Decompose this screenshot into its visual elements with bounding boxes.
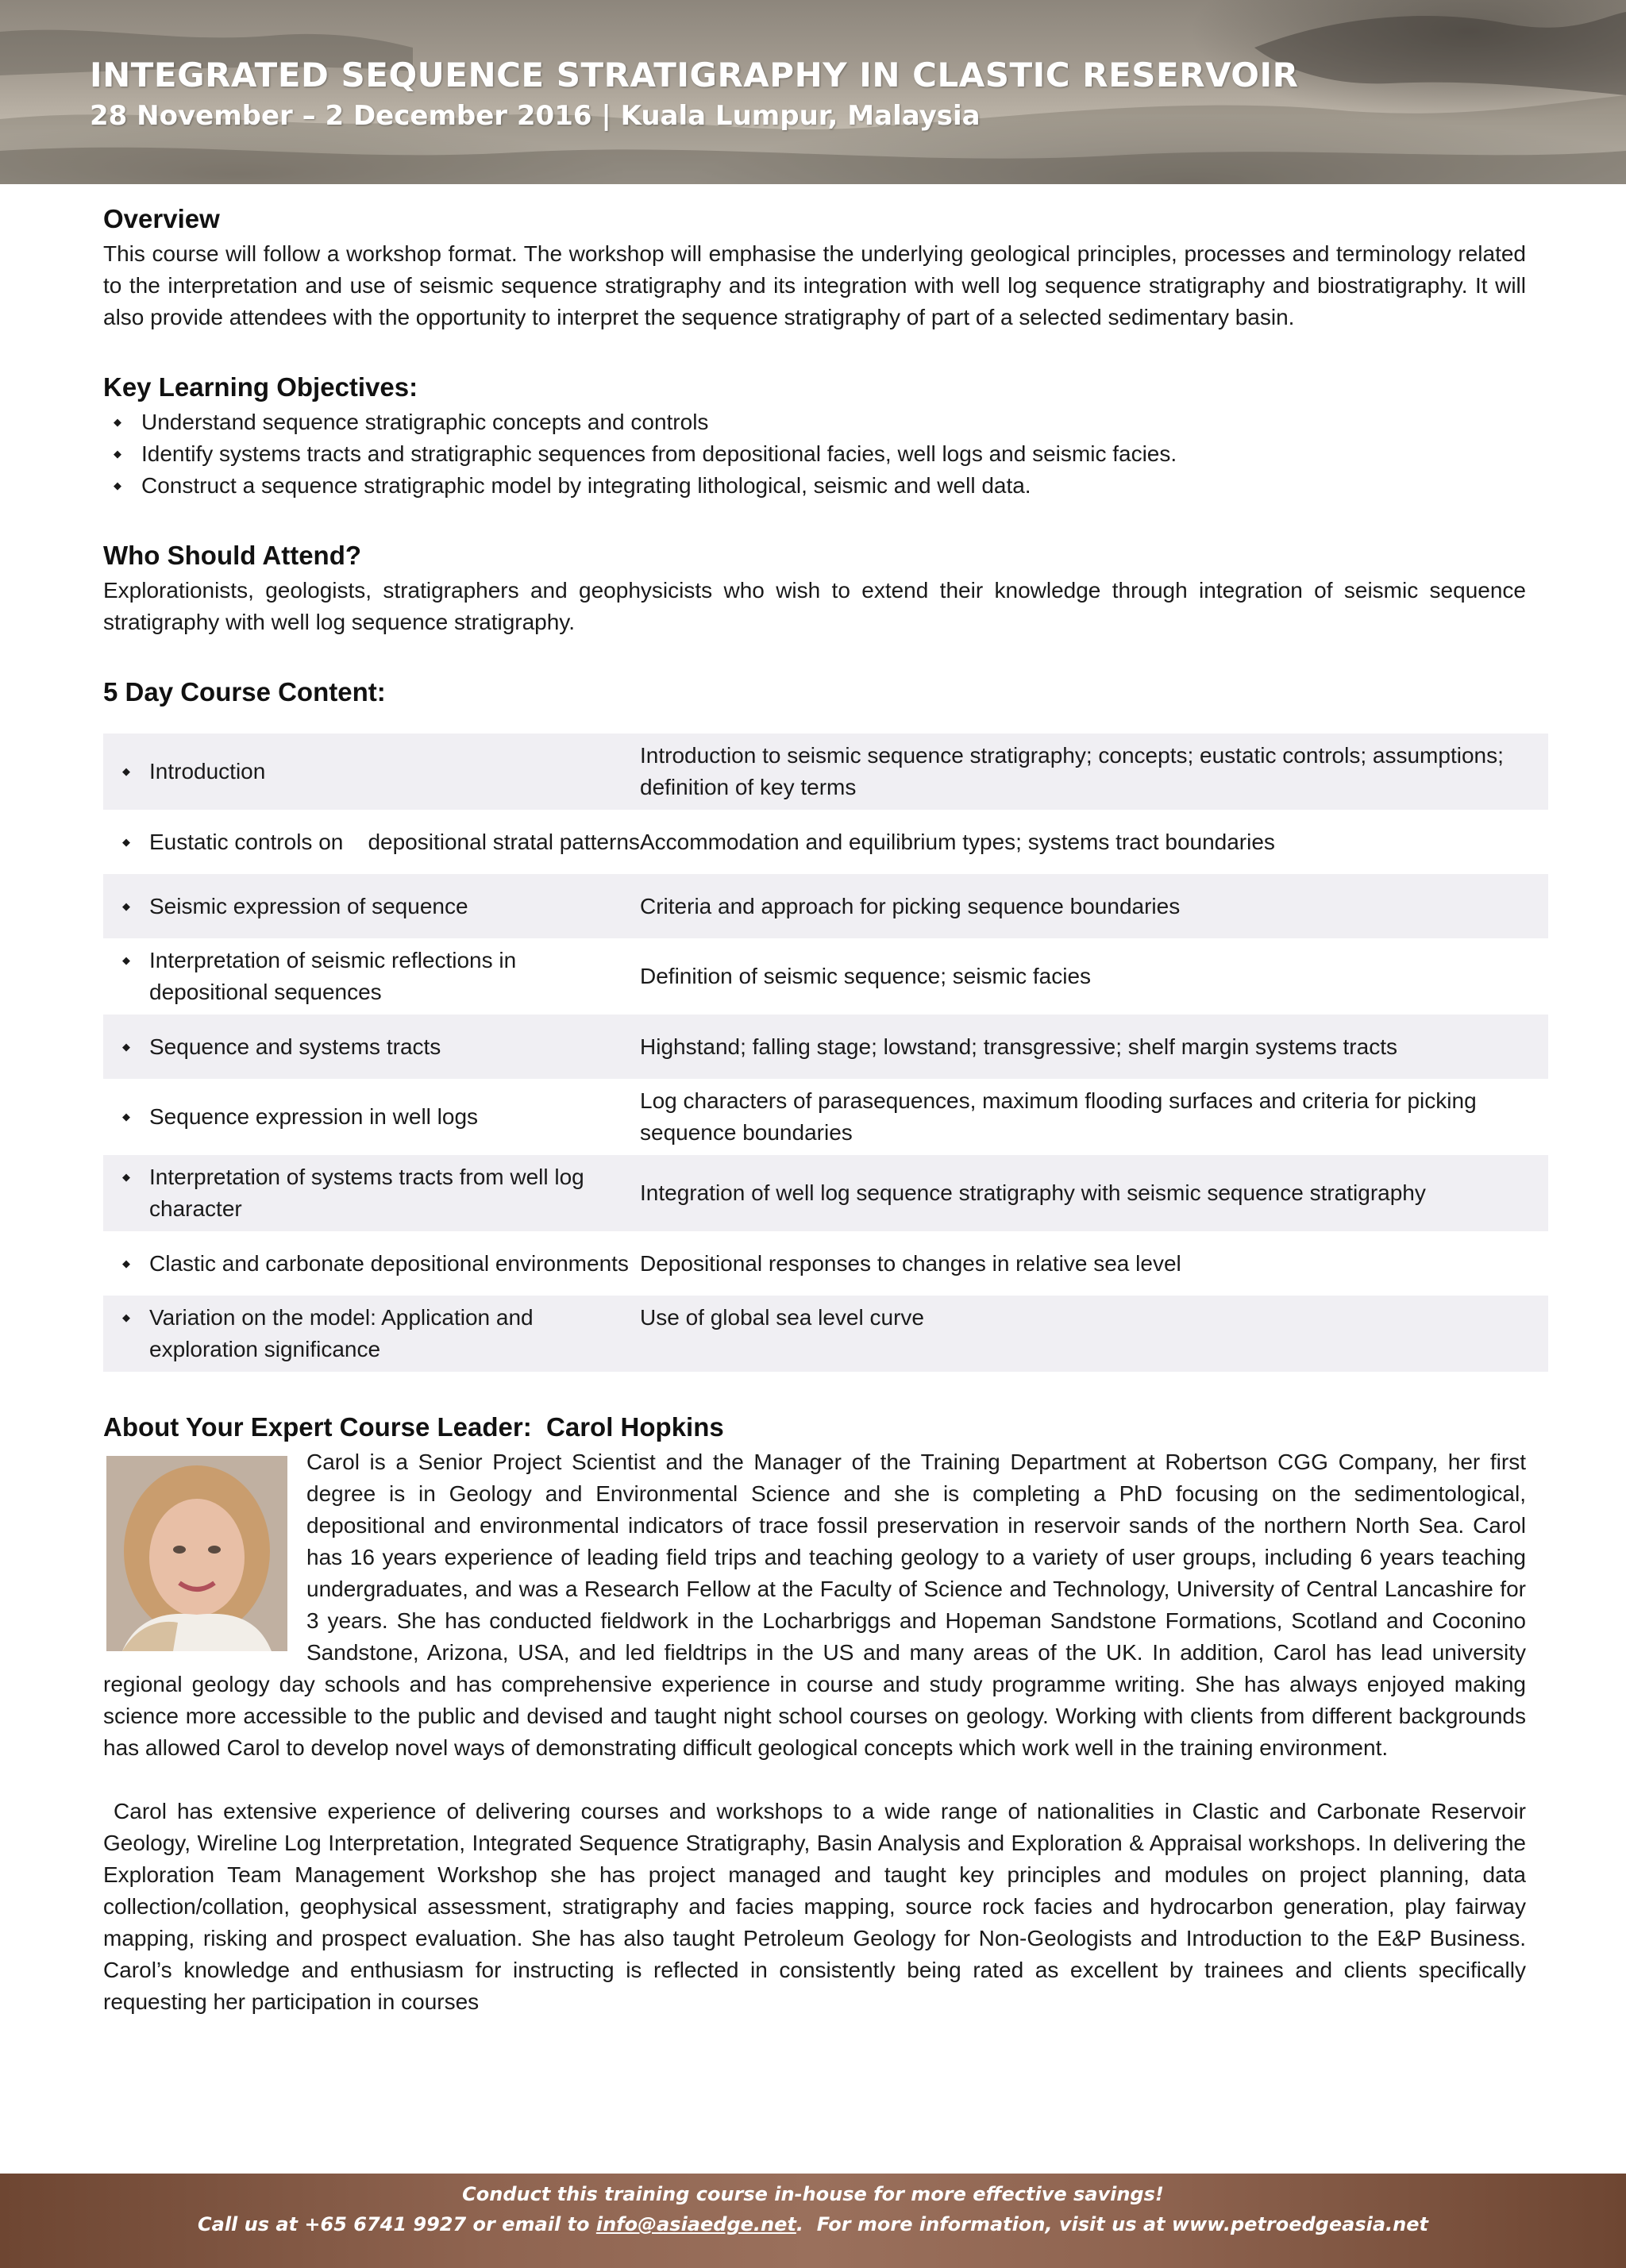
footer-banner	[0, 2174, 1626, 2268]
course-leader-section	[103, 1408, 1539, 2018]
objective-item: ◆ Identify systems tracts and stratigraphic sequences from depositional facies, well logs and seismic facies.	[103, 438, 1526, 470]
diamond-bullet-icon: ◆	[122, 765, 130, 777]
course-topic: Eustatic controls on depositional stratal patterns	[149, 829, 640, 854]
attend-text: Explorationists, geologists, stratigraphers and geophysicists who wish to extend their knowledge through integration of seismic sequence stratigraphy with well log sequence stratigraphy.	[103, 578, 1526, 634]
leader-portrait-photo	[106, 1456, 287, 1651]
overview-heading: Overview	[103, 204, 220, 233]
table-row	[103, 1015, 1548, 1079]
diamond-bullet-icon: ◆	[122, 1311, 130, 1323]
course-description: Definition of seismic sequence; seismic facies	[640, 964, 1092, 988]
course-topic: Sequence expression in well logs	[149, 1104, 479, 1129]
main-content	[103, 200, 1539, 2018]
page-subtitle: 28 November – 2 December 2016 | Kuala Lumpur, Malaysia	[90, 100, 981, 132]
table-row	[103, 810, 1548, 874]
table-row	[103, 1079, 1548, 1155]
table-row	[103, 874, 1548, 938]
course-description: Log characters of parasequences, maximum flooding surfaces and criteria for picking sequence boundaries	[640, 1088, 1477, 1145]
page-title: INTEGRATED SEQUENCE STRATIGRAPHY IN CLASTIC RESERVOIR	[90, 56, 1299, 94]
objectives-heading: Key Learning Objectives:	[103, 372, 418, 402]
course-description: Accommodation and equilibrium types; systems tract boundaries	[640, 829, 1275, 854]
course-topic: Interpretation of systems tracts from well log character	[149, 1165, 584, 1221]
objectives-section	[103, 368, 1526, 502]
course-description: Depositional responses to changes in relative sea level	[640, 1250, 1181, 1276]
footer-tagline: Conduct this training course in-house for more effective savings!	[462, 2183, 1164, 2205]
header-banner	[0, 0, 1626, 184]
course-description: Introduction to seismic sequence stratigraphy; concepts; eustatic controls; assumptions; definition of key terms	[640, 734, 1548, 810]
course-leader-heading: About Your Expert Course Leader: Carol Hopkins	[103, 1412, 724, 1442]
course-content-heading: 5 Day Course Content:	[103, 677, 386, 707]
course-topic: Sequence and systems tracts	[149, 1034, 441, 1059]
course-topic: Clastic and carbonate depositional environments	[149, 1250, 629, 1276]
objective-item: ◆ Construct a sequence stratigraphic model by integrating lithological, seismic and well data.	[103, 470, 1526, 502]
table-row	[103, 1155, 1548, 1231]
course-topic: Introduction	[149, 759, 266, 784]
course-topic: Seismic expression of sequence	[149, 893, 468, 918]
table-row	[103, 938, 1548, 1015]
course-description: Use of global sea level curve	[640, 1296, 1548, 1372]
course-content-table	[103, 734, 1548, 1372]
attend-section	[103, 537, 1526, 638]
objective-item: ◆ Understand sequence stratigraphic concepts and controls	[103, 406, 1526, 438]
leader-bio-paragraph: Carol is a Senior Project Scientist and the Manager of the Training Department at Robertson CGG Company, her first degree is in Geology and Environmental Science and she is completing a PhD focusing on the sedimentological, depositional and environmental indicators of trace fossil preservation in reservoir sands of the northern North Sea. Carol has 16 years experience of leading field trips and teaching geology to a variety of user groups, including 6 years teaching undergraduates, and was a Research Fellow at the Faculty of Science and Technology, University of Central Lancashire for 3 years. She has conducted fieldwork in the Locharbriggs and Hopeman Sandstone Formations, Scotland and Coconino Sandstone, Arizona, USA, and led fieldtrips in the US and many areas of the UK. In addition, Carol has lead university regional geology day schools and has comprehensive experience in course and study programme writing. She has always enjoyed making science more accessible to the public and devised and taught night school courses on geology. Working with clients from different backgrounds has allowed Carol to develop novel ways of demonstrating difficult geological concepts which work well in the training environment.	[103, 1450, 1526, 1760]
course-description: Highstand; falling stage; lowstand; transgressive; shelf margin systems tracts	[640, 1015, 1548, 1079]
table-row	[103, 1296, 1548, 1372]
course-content-section	[103, 673, 1526, 1372]
diamond-bullet-icon: ◆	[122, 954, 130, 966]
course-description: Criteria and approach for picking sequence boundaries	[640, 874, 1548, 938]
diamond-bullet-icon: ◆	[122, 835, 130, 848]
diamond-bullet-icon: ◆	[122, 899, 130, 912]
table-row	[103, 734, 1548, 810]
diamond-bullet-icon: ◆	[122, 1111, 130, 1122]
footer-call-text: Call us at +65 6741 9927 or email to	[198, 2213, 596, 2235]
course-description: Integration of well log sequence stratigraphy with seismic sequence stratigraphy	[640, 1155, 1548, 1231]
footer-contact	[0, 2213, 1626, 2235]
table-row	[103, 1231, 1548, 1296]
course-topic: Variation on the model: Application and exploration significance	[149, 1305, 534, 1361]
overview-section	[103, 200, 1526, 333]
objectives-list	[103, 406, 1526, 502]
diamond-bullet-icon: ◆	[122, 1040, 130, 1053]
attend-heading: Who Should Attend?	[103, 541, 362, 570]
leader-bio-paragraph: Carol has extensive experience of delivering courses and workshops to a wide range of nationalities in Clastic and Carbonate Reservoir Geology, Wireline Log Interpretation, Integrated Sequence Stratigraphy, Basin Analysis and Exploration & Appraisal workshops. In delivering the Exploration Team Management Workshop she has project managed and taught key principles and modules on project planning, data collection/collation, geophysical assessment, stratigraphy and facies mapping, source rock facies and hydrocarbon generation, play fairway mapping, risking and prospect evaluation. She has also taught Petroleum Geology for Non-Geologists and Introduction to the E&P Business. Carol’s knowledge and enthusiasm for instructing is reflected in consistently being rated as excellent by trainees and clients specifically requesting her participation in courses	[103, 1799, 1539, 2014]
footer-website-text: . For more information, visit us at www.petroedgeasia.net	[796, 2213, 1428, 2235]
diamond-bullet-icon: ◆	[122, 1257, 130, 1269]
overview-text: This course will follow a workshop format. The workshop will emphasise the underlying geological principles, processes and terminology related to the interpretation and use of seismic sequence stratigraphy and its integration with well log sequence stratigraphy and biostratigraphy. It will also provide attendees with the opportunity to interpret the sequence stratigraphy of part of a selected sedimentary basin.	[103, 241, 1526, 329]
email-link[interactable]: info@asiaedge.net	[595, 2213, 796, 2235]
diamond-bullet-icon: ◆	[122, 1171, 130, 1183]
course-topic: Interpretation of seismic reflections in depositional sequences	[149, 948, 517, 1004]
